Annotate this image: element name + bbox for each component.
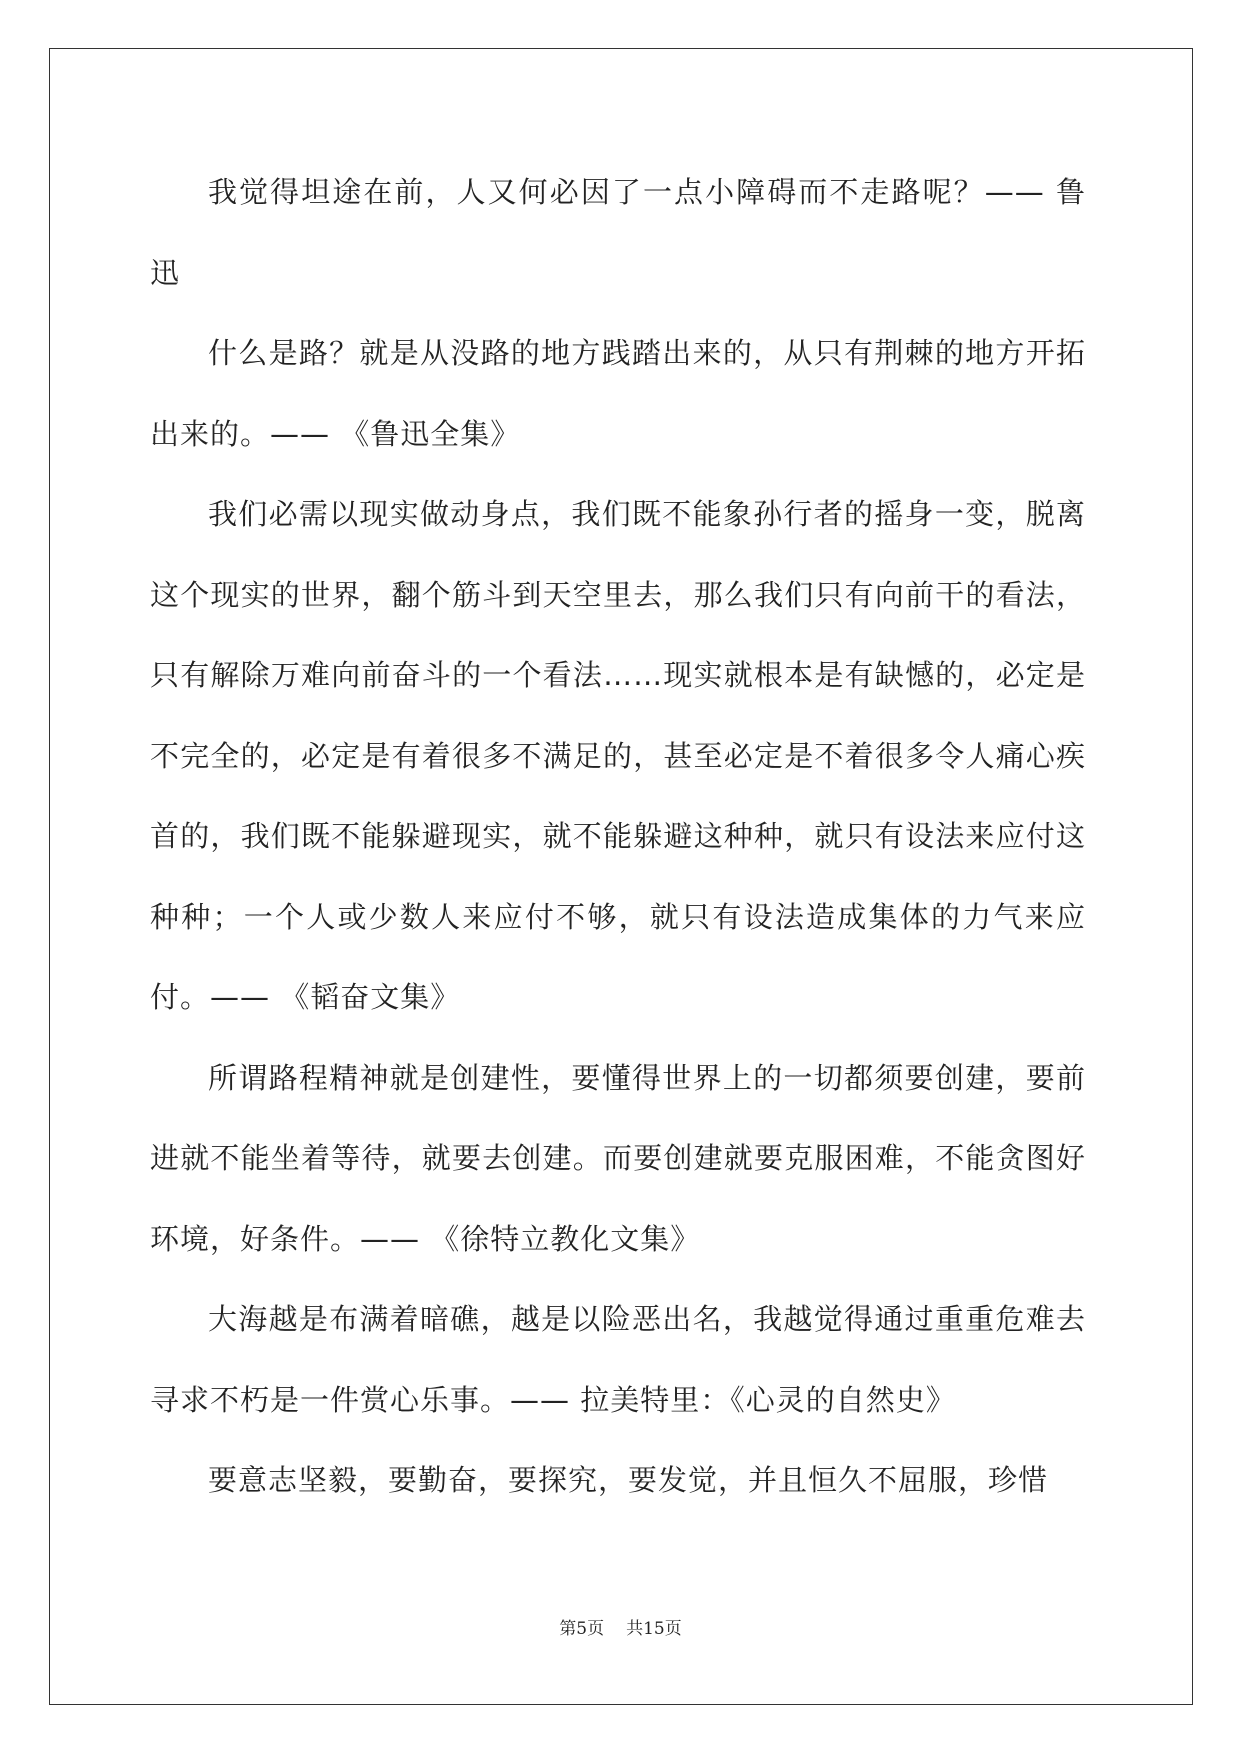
paragraph: 什么是路？就是从没路的地方践踏出来的，从只有荆棘的地方开拓出来的。—— 《鲁迅全集》: [150, 336, 1086, 451]
page-total: 共15页: [626, 1619, 682, 1639]
page-footer: [0, 1614, 1241, 1639]
paragraph: 大海越是布满着暗礁，越是以险恶出名，我越觉得通过重重危难去寻求不朽是一件赏心乐事。—— 拉美特里：《心灵的自然史》: [150, 1302, 1086, 1417]
paragraph: 我觉得坦途在前，人又何必因了一点小障碍而不走路呢？—— 鲁迅: [150, 175, 1086, 290]
paragraph: 我们必需以现实做动身点，我们既不能象孙行者的摇身一变，脱离这个现实的世界，翻个筋斗到天空里去，那么我们只有向前干的看法，只有解除万难向前奋斗的一个看法……现实就根本是有缺憾的，必定是不完全的，必定是有着很多不满足的，甚至必定是不着很多令人痛心疾首的，我们既不能躲避现实，就不能躲避这种种，就只有设法来应付这种种；一个人或少数人来应付不够，就只有设法造成集体的力气来应付。—— 《韬奋文集》: [150, 497, 1086, 1014]
page-number: 第5页: [559, 1619, 605, 1639]
paragraph: 要意志坚毅，要勤奋，要探究，要发觉，并且恒久不屈服，珍惜: [208, 1463, 1049, 1497]
document-body: [150, 152, 1086, 1521]
paragraph: 所谓路程精神就是创建性，要懂得世界上的一切都须要创建，要前进就不能坐着等待，就要去创建。而要创建就要克服困难，不能贪图好环境，好条件。—— 《徐特立教化文集》: [150, 1060, 1086, 1256]
